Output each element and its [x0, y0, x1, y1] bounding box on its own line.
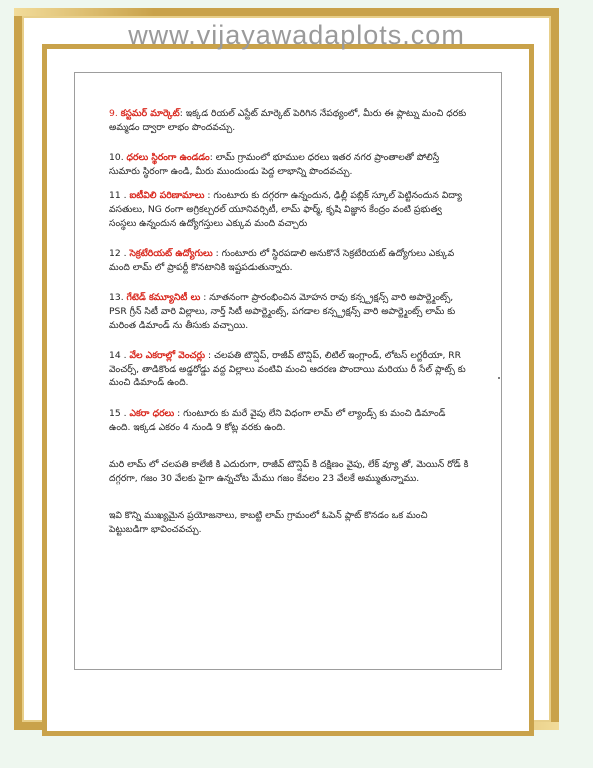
point-number: 14 . [109, 350, 130, 362]
point-heading: ధరలు స్థిరంగా ఉండడం [126, 152, 210, 164]
point-text: : నూతనంగా ప్రారంభించిన మోహన రావు కన్స్ట్రక్షన్స్ వారి అపార్ట్మెంట్స్, PSR గ్రీన్ సిటీ వారి విల్లాలు, నార్త్ సిటీ అపార్ట్మెంట్స్, పగడాల కన్స్ట్రక్షన్స్ వారి అపార్ట్మెంట్స్ లామ్ కు మరింత డిమాండ్ ను తీసుకు వచ్చాయి. [109, 292, 456, 331]
point-heading: కస్టమర్ మార్కెట్ [120, 108, 180, 119]
website-watermark: www.vijayawadaplots.com [128, 20, 465, 50]
point-11 [109, 189, 469, 230]
point-12 [109, 247, 469, 274]
point-number: 13. [109, 292, 127, 304]
point-number: 9. [109, 108, 121, 119]
point-number: 15 . [109, 407, 130, 419]
point-number: 12 . [109, 248, 130, 260]
point-heading: ఎకరా ధరలు [129, 407, 175, 419]
point-text: : గుంటూరు కు దగ్గరగా ఉన్నందున, ఢిల్లీ పబ్లిక్ స్కూల్ పెట్టినందున విద్యా వసతులు, NG రంగా అగ్రికల్చరల్ యూనివర్సిటీ, లామ్ ఫార్మ్, కృషి విజ్ఞాన కేంద్రం వంటి ప్రభుత్వ సంస్థలు ఉన్నందున ఉద్యోగస్తులు ఎక్కువ మంది వచ్చారు [109, 190, 463, 229]
point-number: 11 . [109, 190, 130, 202]
document-page [74, 72, 502, 670]
closing-paragraph-1: మరి లామ్ లో చలపతి కాలేజీ కి ఎదురుగా, రాజీవ్ టౌన్షిప్ కి దక్షిణం వైపు, లేక్ వ్యూ తో, మెయిన్ రోడ్ కి దగ్గరగా, గజం 30 వేలకు పైగా ఉన్నచోట మేము గజం కేవలం 23 వేలకే అమ్ముతున్నాము. [109, 459, 469, 484]
point-9 [109, 107, 469, 134]
point-13 [109, 291, 469, 332]
point-text: : చలపతి టౌన్షిప్, రాజీవ్ టౌన్షిప్, లిటిల్ ఇంగ్లాండ్, లోటస్ లగ్జరీయా, RR వెంచర్స్, తాడికొండ అడ్డరోడ్డు వద్ద విల్లాలు వంటివి మంచి ఆదరణ పొందాయి మరియు రీ సేల్ ప్లాట్స్ కు మంచి డిమాండ్ ఉంది. [109, 350, 466, 389]
point-15 [109, 407, 469, 434]
point-14 [109, 349, 469, 390]
point-heading: వేల ఎకరాల్లో వెంచర్లు [129, 350, 206, 362]
stray-dot [498, 377, 500, 379]
point-heading: ఐటీవిలి పరిణామాలు [129, 190, 205, 202]
point-text: : లామ్ గ్రామంలో భూముల ధరలు ఇతర నగర ప్రాంతాలతో పోలిస్తే సుమారు స్థిరంగా ఉండి, మీరు ముందుండు పెద్ద లాభాన్ని పొందవచ్చు. [109, 152, 440, 177]
point-10 [109, 151, 469, 178]
closing-paragraph-2: ఇవి కొన్ని ముఖ్యమైన ప్రయోజనాలు, కాబట్టి లామ్ గ్రామంలో ఓపెన్ ప్లాట్ కొనడం ఒక మంచి పెట్టుబడిగా భావించవచ్చు. [109, 510, 428, 535]
point-number: 10. [109, 152, 127, 164]
point-text: : గుంటూరు కు మరే వైపు లేని విధంగా లామ్ లో ల్యాండ్స్ కు మంచి డిమాండ్ ఉంది. ఇక్కడ ఎకరం 4 నుండి 9 కోట్ల వరకు ఉంది. [109, 407, 446, 433]
point-text: : గుంటూరు లో స్థిరపడాలి అనుకొనే సెక్రటేరియట్ ఉద్యోగులు ఎక్కువ మంది లామ్ లో ప్రాపర్టీ కొనటానికి ఇష్టపడుతున్నారు. [109, 248, 455, 273]
point-text: : ఇక్కడ రియల్ ఎస్టేట్ మార్కెట్ పెరిగిన నేపథ్యంలో, మీరు ఈ ప్లాట్ను మంచి ధరకు అమ్మడం ద్వారా లాభం పొందవచ్చు. [109, 108, 467, 133]
document-content [109, 107, 469, 560]
point-heading: గేటెడ్ కమ్యూనిటీ లు [126, 292, 201, 304]
point-heading: సెక్రటేరియట్ ఉద్యోగులు [129, 248, 213, 260]
